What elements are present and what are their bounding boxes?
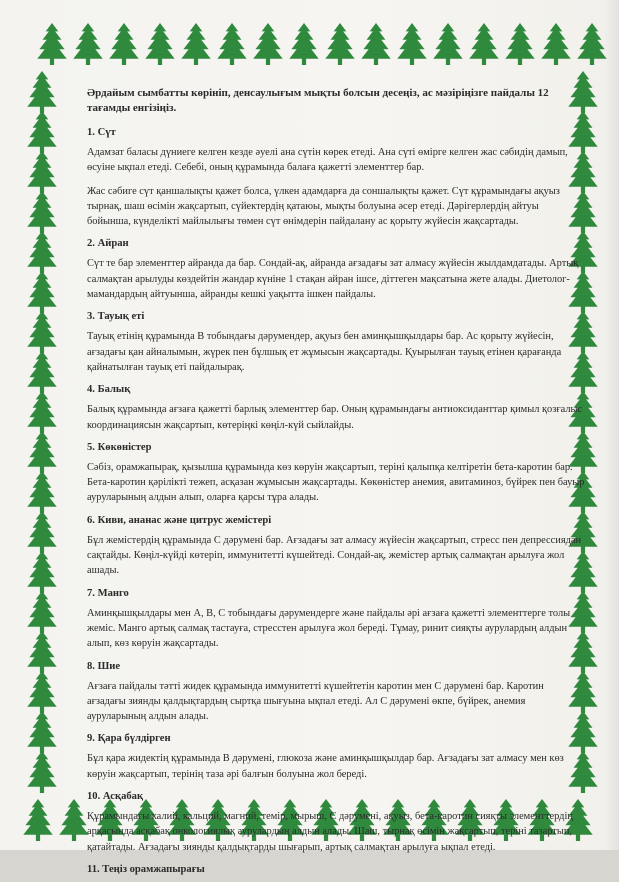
section-heading: 11. Теңіз орамжапырағы (87, 863, 205, 875)
fir-tree-icon (27, 671, 56, 713)
fir-tree-icon (27, 631, 56, 673)
section-heading: 3. Тауық еті (87, 311, 145, 323)
fir-tree-icon (289, 23, 318, 65)
fir-tree-icon (73, 23, 102, 65)
section-paragraph: Адамзат баласы дүниеге келген кезде әуелі ана сүтін көрек етеді. Ана сүті өмірге келген жас сәбидің дамып, өсуіне ықпал етеді. Себебі, оның құрамында балаға қажетті элементтер бар. (87, 147, 568, 174)
section (87, 383, 585, 433)
section (87, 863, 585, 877)
section-paragraph: Ағзаға пайдалы тәтті жидек құрамында иммунитетті күшейтетін каротин мен С дәрумені бар. Каротин ағзадағы зиянды қалдықтардың сыртқа шығуына ықпал етеді. Ал С дәрумені өкпе, бүйрек, анемия ауруларының алдын алады. (87, 680, 544, 723)
section-heading: 8. Шие (87, 660, 121, 672)
section-paragraph: Сүт те бар элементтер айранда да бар. Сондай-ақ, айранда ағзадағы зат алмасу жүйесін жылдамдатады. Артық салмақтан арылуды көздейтін жандар күніне 1 стақан айран ішсе, діттеген мақсатына жете алады. Диетолог-мамандардың айтуынша, айранды кешкі уақытта ішкен пайдалы. (87, 258, 579, 301)
fir-tree-icon (27, 711, 56, 753)
document-body (87, 86, 585, 882)
fir-tree-icon (505, 23, 534, 65)
section-heading: 1. Сүт (87, 127, 116, 138)
fir-tree-icon (27, 191, 56, 233)
fir-tree-icon (59, 799, 88, 841)
fir-tree-icon (27, 111, 56, 153)
fir-tree-icon (253, 23, 282, 65)
fir-tree-icon (27, 591, 56, 633)
section-paragraph: Құрамындағы калий, кальций, магний, темір, мырыш, С дәрумені, ақуыз, бета-каротин сияқты элементтердің арқасында асқабақ онкологиялық аурулардың алдын алады. Шаш, тырнақ өсімін жақсартып, теріні тазартып, қатайтады. Ағзадағы зиянды қалдықтарды шығарып, артық салмақтан арылуға ықпал етеді. (87, 811, 573, 853)
section (87, 441, 585, 506)
fir-tree-icon (27, 271, 56, 313)
fir-tree-icon (577, 23, 606, 65)
section-heading: 2. Айран (87, 238, 129, 250)
fir-tree-icon (433, 23, 462, 65)
section-paragraph: Тауық етінің құрамында В тобындағы дәрумендер, ақуыз бен аминқышқылдары бар. Ас қорыту жүйесін, ағзадағы қан айналымын, жүрек пен бұлшық ет жұмысын жақсартады. Қуырылған тауық етінен қарағанда қайнатылған тауық еті пайдалырақ. (87, 331, 562, 373)
section (87, 790, 585, 855)
section (87, 660, 585, 725)
section-paragraph: Жас сәбиге сүт қаншалықты қажет болса, үлкен адамдарға да соншалықты қажет. Сүт құрамындағы ақуыз тырнақ, шаш өсімін жақсартып, сүйектердің қатаюы, мықты болуына әсер етеді. Дәрігерлердің айтуы бойынша, күнделікті майлылығы төмен сүт өнімдерін пайдалану ас қорыту жүйесін жақсартады. (87, 185, 560, 228)
section-heading: 4. Балық (87, 384, 131, 396)
section-paragraph: Аминқышқылдары мен А, В, С тобындағы дәрумендерге және пайдалы әрі ағзаға қажетті элементтерге толы жеміс. Манго артық салмақ тастауға, стресстен арылуға жол береді. Тұмау, ринит сияқты аурулардың алдын алып, көз көруін жақсартады. (87, 607, 571, 650)
fir-tree-icon (397, 23, 426, 65)
fir-tree-icon (27, 391, 56, 433)
fir-tree-icon (37, 23, 66, 65)
fir-tree-icon (27, 471, 56, 513)
fir-tree-icon (27, 551, 56, 593)
section-paragraph: Сәбіз, орамжапырақ, қызылша құрамында көз көруін жақсартып, теріні қалыпқа келтіретін бета-каротин бар. Бета-каротин қәріліктi тежеп, асқазан жұмысын жақсартады. Көкөністер анемия, авитаминоз, бүйрек пен бауыр ауруларының алдын алып, оларға қарсы тұра алады. (87, 461, 585, 504)
section-paragraph: Балық құрамында ағзаға қажетті барлық элементтер бар. Оның құрамындағы антиоксиданттар қимыл қозғалыс координациясын жақсартып, көтеріңкі көңіл-күй сыйлайды. (87, 404, 583, 431)
fir-tree-icon (27, 311, 56, 353)
section-heading: 5. Көкөністер (87, 441, 152, 453)
fir-tree-icon (469, 23, 498, 65)
fir-tree-icon (23, 799, 52, 841)
document-title: Әрдайым сымбатты көрініп, денсаулығым мықты болсын десеңіз, ас мәзіріңізге пайдалы 12 тағамды енгізіңіз. (87, 87, 549, 114)
section-paragraph: Бұл жемістердің құрамында С дәрумені бар. Ағзадағы зат алмасу жүйесін жақсартып, стресс пен депрессиядан сақтайды. Көңіл-күйді көтеріп, иммунитетті күшейтеді. Сондай-ақ, жемістер артық салмақтан арылуға жол ашады. (87, 534, 582, 577)
section (87, 514, 585, 579)
fir-tree-icon (27, 351, 56, 393)
section (87, 587, 585, 652)
fir-tree-icon (27, 511, 56, 553)
fir-tree-icon (325, 23, 354, 65)
section (87, 126, 585, 229)
section-heading: 6. Киви, ананас және цитрус жемістері (87, 514, 272, 526)
fir-tree-icon (27, 431, 56, 473)
section-heading: 7. Манго (87, 587, 129, 599)
fir-tree-icon (181, 23, 210, 65)
fir-tree-icon (27, 231, 56, 273)
section-paragraph: Бұл қара жидектің құрамында В дәрумені, глюкоза және аминқышқылдар бар. Ағзадағы зат алмасу мен көз көруін жақсартып, терінің таза әрі балғын болуына жол береді. (87, 753, 564, 780)
section-heading: 10. Асқабақ (87, 791, 144, 803)
sections-list (87, 126, 585, 877)
section (87, 310, 585, 375)
fir-tree-icon (541, 23, 570, 65)
fir-tree-icon (27, 751, 56, 793)
fir-tree-icon (109, 23, 138, 65)
section-heading: 9. Қара бүлдірген (87, 733, 171, 745)
fir-tree-icon (361, 23, 390, 65)
fir-tree-icon (217, 23, 246, 65)
section (87, 732, 585, 782)
section (87, 237, 585, 302)
fir-tree-icon (27, 151, 56, 193)
fir-tree-icon (27, 71, 56, 113)
fir-tree-icon (145, 23, 174, 65)
